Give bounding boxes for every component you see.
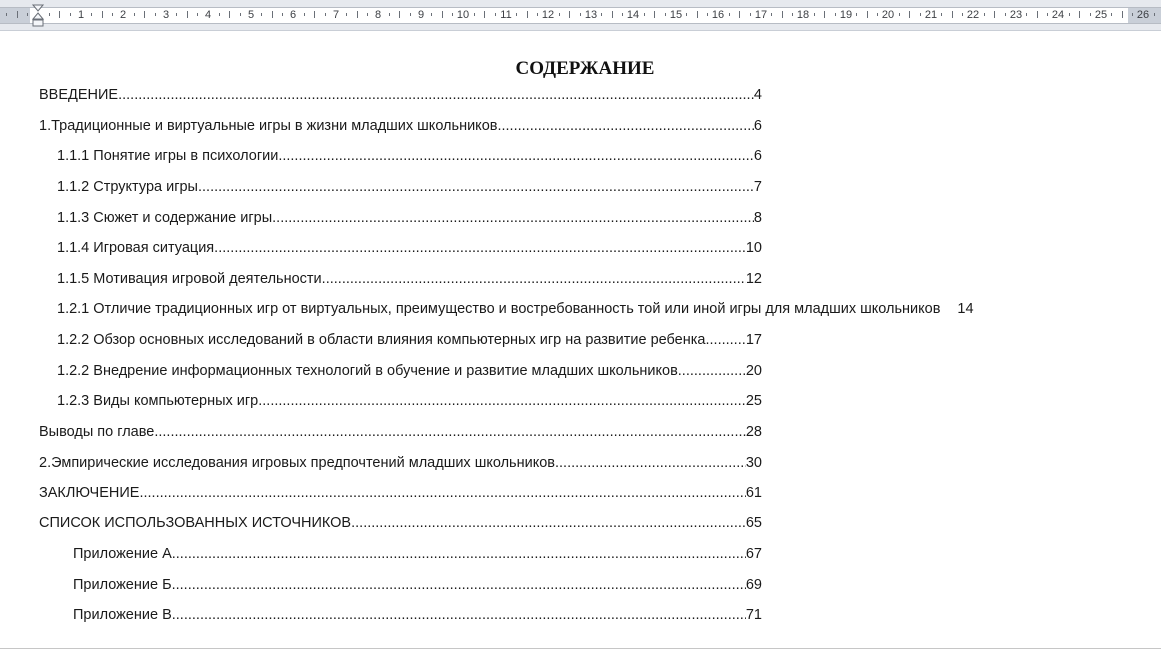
toc-page-number: 4 — [753, 87, 762, 103]
toc-page-number: 30 — [745, 455, 762, 471]
ruler-tick — [399, 11, 400, 18]
toc-entry-text: Приложение Б. — [73, 577, 176, 593]
toc-entry[interactable] — [57, 391, 762, 411]
toc-entry[interactable] — [39, 422, 762, 442]
dot-leader — [272, 208, 754, 228]
ruler-tick — [899, 13, 900, 16]
dot-leader — [497, 116, 753, 136]
ruler-tick — [559, 13, 560, 16]
ruler-number: 5 — [247, 9, 255, 21]
dot-leader — [705, 330, 745, 350]
toc-entry-text: 1.Традиционные и виртуальные игры в жизни младших школьников — [39, 118, 498, 134]
ruler-tick — [814, 13, 815, 16]
toc-entry[interactable] — [39, 513, 762, 533]
dot-leader — [118, 85, 754, 105]
toc-entry-text: ВВЕДЕНИЕ — [39, 87, 119, 103]
ruler-tick — [1026, 13, 1027, 16]
ruler-tick — [984, 13, 985, 16]
dot-leader — [198, 177, 754, 197]
ruler-tick — [229, 11, 230, 18]
ruler-number: 2 — [119, 9, 127, 21]
ruler-tick — [91, 13, 92, 16]
ruler-tick — [654, 11, 655, 18]
toc-entry-text: Приложение В. — [73, 607, 176, 623]
dot-leader — [154, 422, 746, 442]
toc-entry[interactable] — [57, 146, 762, 166]
ruler-number: 21 — [924, 9, 938, 21]
toc-entry-text: 1.1.3 Сюжет и содержание игры — [57, 210, 273, 226]
toc-page-number: 69 — [745, 577, 762, 593]
ruler-number: 14 — [626, 9, 640, 21]
ruler-tick — [1111, 13, 1112, 16]
ruler-number: 20 — [881, 9, 895, 21]
dot-leader — [678, 361, 746, 381]
toc-entry[interactable] — [73, 605, 762, 625]
ruler-tick — [346, 13, 347, 16]
toc-entry[interactable] — [57, 299, 974, 319]
ruler-number: 16 — [711, 9, 725, 21]
ruler-tick — [686, 13, 687, 16]
ruler-tick — [431, 13, 432, 16]
toc-entry-text: ЗАКЛЮЧЕНИЕ — [39, 485, 140, 501]
ruler-number: 8 — [374, 9, 382, 21]
toc-entry-text: 1.1.4 Игровая ситуация — [57, 240, 215, 256]
ruler-tick — [272, 11, 273, 18]
ruler-tick — [187, 11, 188, 18]
ruler-tick — [941, 13, 942, 16]
ruler-tick — [909, 11, 910, 18]
ruler-number: 25 — [1094, 9, 1108, 21]
ruler-tick — [994, 11, 995, 18]
ruler-number: 12 — [541, 9, 555, 21]
dot-leader — [322, 269, 746, 289]
dot-leader — [172, 544, 746, 564]
ruler-tick — [27, 13, 28, 16]
ruler-tick — [484, 11, 485, 18]
toc-entry[interactable] — [57, 361, 762, 381]
toc-page-number: 14 — [957, 301, 974, 317]
ruler-tick — [49, 13, 50, 16]
toc-entry-text: 1.2.1 Отличие традиционных игр от виртуальных, преимущество и востребованность той или иной игры для младших школьников — [57, 301, 941, 317]
ruler-tick — [144, 11, 145, 18]
ruler-tick — [612, 11, 613, 18]
dot-leader — [176, 575, 746, 595]
ruler-tick — [17, 11, 18, 18]
ruler-number: 24 — [1051, 9, 1065, 21]
toc-page-number: 71 — [745, 607, 762, 623]
ruler-tick — [176, 13, 177, 16]
toc-entry[interactable] — [57, 177, 762, 197]
ruler-tick — [442, 11, 443, 18]
ruler-tick — [697, 11, 698, 18]
ruler-tick — [1154, 13, 1155, 16]
indent-marker-icon[interactable] — [32, 4, 44, 28]
toc-entry-text: 1.2.3 Виды компьютерных игр — [57, 393, 259, 409]
toc-entry-text: 2.Эмпирические исследования игровых предпочтений младших школьников — [39, 455, 555, 471]
toc-page-number: 20 — [745, 363, 762, 379]
toc-entry-text: 1.1.2 Структура игры — [57, 179, 198, 195]
ruler-tick — [6, 13, 7, 16]
toc-page-number: 10 — [745, 240, 762, 256]
ruler-number: 10 — [456, 9, 470, 21]
ruler-tick — [867, 11, 868, 18]
ruler-tick — [527, 11, 528, 18]
ruler-tick — [952, 11, 953, 18]
ruler-tick — [134, 13, 135, 16]
ruler-tick — [102, 11, 103, 18]
toc-entry[interactable] — [73, 544, 762, 564]
toc-title: СОДЕРЖАНИЕ — [515, 58, 655, 79]
ruler-tick — [474, 13, 475, 16]
ruler-number: 4 — [204, 9, 212, 21]
ruler-number: 3 — [162, 9, 170, 21]
ruler-tick — [729, 13, 730, 16]
toc-entry[interactable] — [57, 330, 762, 350]
toc-page-number: 8 — [753, 210, 762, 226]
ruler-tick — [516, 13, 517, 16]
ruler-tick — [824, 11, 825, 18]
ruler-tick — [1122, 11, 1123, 18]
ruler-number: 18 — [796, 9, 810, 21]
toc-entry-text: Приложение А — [73, 546, 172, 562]
toc-entry[interactable] — [57, 208, 762, 228]
ruler-tick — [314, 11, 315, 18]
ruler-number: 9 — [417, 9, 425, 21]
toc-page-number: 7 — [753, 179, 762, 195]
toc-entry[interactable] — [39, 85, 762, 105]
ruler-number: 23 — [1009, 9, 1023, 21]
ruler-tick — [357, 11, 358, 18]
dot-leader — [214, 238, 746, 258]
dot-leader — [258, 391, 746, 411]
ruler-number: 11 — [500, 9, 512, 21]
toc-entry[interactable] — [39, 483, 762, 503]
toc-page-number: 17 — [745, 332, 762, 348]
ruler-tick — [389, 13, 390, 16]
ruler-number: 22 — [966, 9, 980, 21]
toc-page-number: 28 — [745, 424, 762, 440]
toc-page-number: 12 — [745, 271, 762, 287]
toc-entry[interactable] — [39, 116, 762, 136]
toc-entry-text: 1.1.5 Мотивация игровой деятельности — [57, 271, 322, 287]
ruler-tick — [219, 13, 220, 16]
ruler-number: 1 — [77, 9, 85, 21]
toc-entry-text: 1.2.2 Внедрение информационных технологий в обучение и развитие младших школьников — [57, 363, 678, 379]
toc-entry-text: Выводы по главе — [39, 424, 155, 440]
dot-leader — [176, 605, 746, 625]
toc-page-number: 6 — [753, 148, 762, 164]
dot-leader — [278, 146, 754, 166]
toc-entry[interactable] — [57, 238, 762, 258]
ruler-tick — [569, 11, 570, 18]
horizontal-ruler[interactable] — [0, 0, 1161, 31]
ruler-tick — [601, 13, 602, 16]
toc-page-number: 67 — [745, 546, 762, 562]
ruler-tick — [304, 13, 305, 16]
ruler-number: 13 — [584, 9, 598, 21]
ruler-tick — [261, 13, 262, 16]
ruler-tick — [739, 11, 740, 18]
dot-leader — [555, 453, 746, 473]
ruler-tick — [644, 13, 645, 16]
ruler-number: 15 — [669, 9, 683, 21]
ruler-tick — [59, 11, 60, 18]
ruler-tick — [1069, 13, 1070, 16]
ruler-number: 26 — [1136, 9, 1150, 21]
ruler-tick — [1079, 11, 1080, 18]
page-edge — [0, 648, 1161, 649]
dot-leader — [139, 483, 745, 503]
toc-entry-text: 1.1.1 Понятие игры в психологии — [57, 148, 279, 164]
toc-page-number: 65 — [745, 515, 762, 531]
ruler-tick — [1037, 11, 1038, 18]
ruler-tick — [782, 11, 783, 18]
toc-page-number: 61 — [745, 485, 762, 501]
ruler-number: 7 — [332, 9, 340, 21]
ruler-number: 6 — [289, 9, 297, 21]
ruler-number: 17 — [754, 9, 768, 21]
ruler-number: 19 — [839, 9, 853, 21]
document-page[interactable] — [0, 31, 1161, 649]
ruler-tick — [771, 13, 772, 16]
toc-entry-text: 1.2.2 Обзор основных исследований в области влияния компьютерных игр на развитие ребенка — [57, 332, 706, 348]
toc-page-number: 6 — [753, 118, 762, 134]
toc-entry[interactable] — [39, 453, 762, 473]
toc-entry[interactable] — [73, 575, 762, 595]
toc-page-number: 25 — [745, 393, 762, 409]
toc-entry[interactable] — [57, 269, 762, 289]
ruler-tick — [856, 13, 857, 16]
toc-entry-text: СПИСОК ИСПОЛЬЗОВАННЫХ ИСТОЧНИКОВ — [39, 515, 352, 531]
dot-leader — [351, 513, 746, 533]
